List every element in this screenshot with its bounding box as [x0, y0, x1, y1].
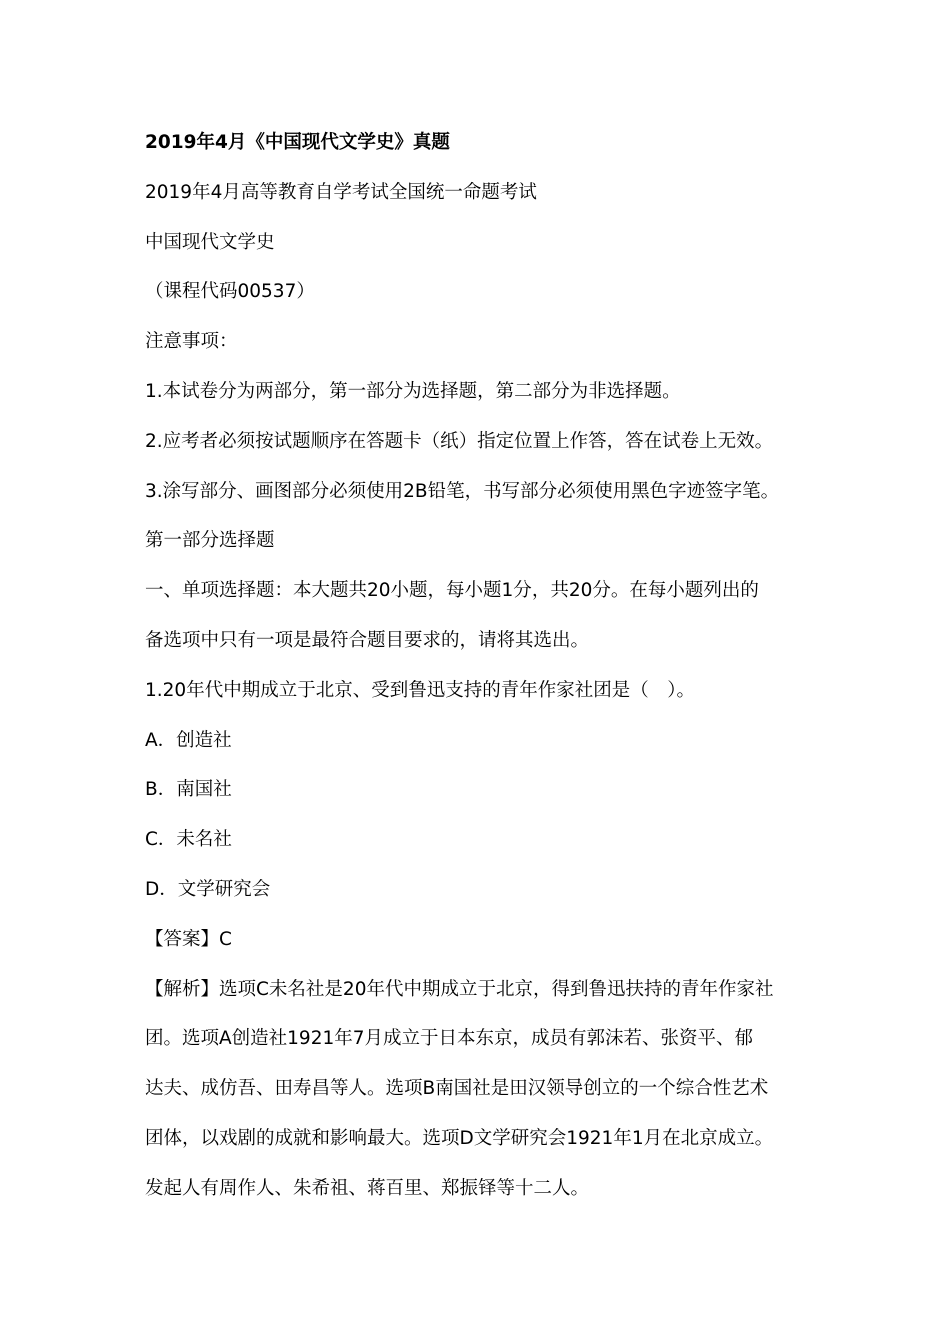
- analysis-line: 达夫、成仿吾、田寿昌等人。选项B南国社是田汉领导创立的一个综合性艺术: [145, 1078, 769, 1100]
- option-d: D．文学研究会: [145, 878, 271, 900]
- exam-name: 2019年4月高等教育自学考试全国统一命题考试: [145, 181, 537, 203]
- analysis-line: 团体，以戏剧的成就和影响最大。选项D文学研究会1921年1月在北京成立。: [145, 1127, 774, 1149]
- answer-line: 【答案】C: [145, 928, 232, 950]
- notice-item: 2.应考者必须按试题顺序在答题卡（纸）指定位置上作答，答在试卷上无效。: [145, 430, 774, 452]
- option-a: A．创造社: [145, 729, 232, 751]
- part-one-heading: 第一部分选择题: [145, 530, 275, 552]
- document-title: 2019年4月《中国现代文学史》真题: [145, 132, 450, 153]
- notice-heading: 注意事项：: [145, 331, 238, 353]
- section-intro-line: 备选项中只有一项是最符合题目要求的，请将其选出。: [145, 629, 590, 651]
- analysis-line: 【解析】选项C未名社是20年代中期成立于北京，得到鲁迅扶持的青年作家社: [145, 978, 774, 1000]
- notice-item: 3.涂写部分、画图部分必须使用2B铅笔，书写部分必须使用黑色字迹签字笔。: [145, 480, 780, 502]
- analysis-line: 发起人有周作人、朱希祖、蒋百里、郑振铎等十二人。: [145, 1177, 590, 1199]
- question-text: 1.20年代中期成立于北京、受到鲁迅支持的青年作家社团是（ ）。: [145, 679, 695, 701]
- option-c: C．未名社: [145, 829, 232, 851]
- course-code: （课程代码00537）: [145, 281, 315, 303]
- option-b: B．南国社: [145, 779, 232, 801]
- analysis-line: 团。选项A创造社1921年7月成立于日本东京，成员有郭沫若、张资平、郁: [145, 1028, 754, 1050]
- section-intro-line: 一、单项选择题：本大题共20小题，每小题1分，共20分。在每小题列出的: [145, 580, 759, 602]
- notice-item: 1.本试卷分为两部分，第一部分为选择题，第二部分为非选择题。: [145, 380, 681, 402]
- document-body: [145, 118, 825, 1214]
- subject-name: 中国现代文学史: [145, 231, 275, 253]
